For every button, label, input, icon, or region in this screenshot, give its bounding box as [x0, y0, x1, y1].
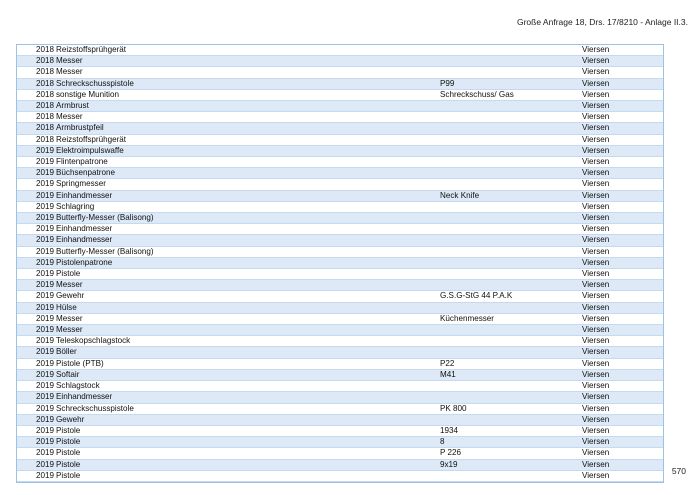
city-cell: Viersen [582, 235, 663, 246]
year-cell: 2019 [17, 437, 56, 448]
model-cell [440, 470, 582, 481]
type-cell: Hülse [56, 302, 440, 313]
model-cell: P99 [440, 78, 582, 89]
city-cell: Viersen [582, 213, 663, 224]
city-cell: Viersen [582, 459, 663, 470]
year-cell: 2019 [17, 168, 56, 179]
table-row [17, 347, 663, 358]
model-cell [440, 134, 582, 145]
table-row [17, 470, 663, 481]
city-cell: Viersen [582, 425, 663, 436]
city-cell: Viersen [582, 123, 663, 134]
type-cell: Schlagring [56, 201, 440, 212]
year-cell: 2018 [17, 67, 56, 78]
year-cell: 2018 [17, 89, 56, 100]
type-cell: Reizstoffsprühgerät [56, 45, 440, 56]
city-cell: Viersen [582, 392, 663, 403]
city-cell: Viersen [582, 157, 663, 168]
table-row [17, 448, 663, 459]
table-row [17, 224, 663, 235]
table-body [17, 45, 663, 481]
model-cell [440, 157, 582, 168]
city-cell: Viersen [582, 302, 663, 313]
type-cell: Böller [56, 347, 440, 358]
model-cell [440, 280, 582, 291]
type-cell: Gewehr [56, 291, 440, 302]
table-row [17, 280, 663, 291]
year-cell: 2019 [17, 369, 56, 380]
table-row [17, 78, 663, 89]
city-cell: Viersen [582, 45, 663, 56]
type-cell: Messer [56, 280, 440, 291]
table-row [17, 168, 663, 179]
table-row [17, 101, 663, 112]
year-cell: 2019 [17, 302, 56, 313]
year-cell: 2019 [17, 392, 56, 403]
city-cell: Viersen [582, 414, 663, 425]
year-cell: 2019 [17, 403, 56, 414]
year-cell: 2019 [17, 459, 56, 470]
table-row [17, 157, 663, 168]
table-row [17, 112, 663, 123]
year-cell: 2019 [17, 257, 56, 268]
document-reference: Große Anfrage 18, Drs. 17/8210 - Anlage II.3. [516, 17, 688, 27]
type-cell: Pistole [56, 448, 440, 459]
city-cell: Viersen [582, 291, 663, 302]
model-cell [440, 168, 582, 179]
year-cell: 2019 [17, 269, 56, 280]
city-cell: Viersen [582, 224, 663, 235]
city-cell: Viersen [582, 403, 663, 414]
table-row [17, 336, 663, 347]
city-cell: Viersen [582, 56, 663, 67]
year-cell: 2019 [17, 313, 56, 324]
model-cell [440, 224, 582, 235]
type-cell: Teleskopschlagstock [56, 336, 440, 347]
table-row [17, 190, 663, 201]
table-row [17, 437, 663, 448]
table-row [17, 134, 663, 145]
city-cell: Viersen [582, 369, 663, 380]
city-cell: Viersen [582, 381, 663, 392]
table-row [17, 235, 663, 246]
type-cell: Softair [56, 369, 440, 380]
table-row [17, 67, 663, 78]
type-cell: Messer [56, 56, 440, 67]
city-cell: Viersen [582, 67, 663, 78]
type-cell: sonstige Munition [56, 89, 440, 100]
type-cell: Schlagstock [56, 381, 440, 392]
year-cell: 2019 [17, 291, 56, 302]
city-cell: Viersen [582, 145, 663, 156]
model-cell [440, 336, 582, 347]
table-row [17, 213, 663, 224]
city-cell: Viersen [582, 470, 663, 481]
table-row [17, 257, 663, 268]
type-cell: Elektroimpulswaffe [56, 145, 440, 156]
model-cell: PK 800 [440, 403, 582, 414]
year-cell: 2019 [17, 347, 56, 358]
year-cell: 2019 [17, 201, 56, 212]
table-row [17, 403, 663, 414]
table-row [17, 201, 663, 212]
city-cell: Viersen [582, 201, 663, 212]
model-cell: P 226 [440, 448, 582, 459]
type-cell: Einhandmesser [56, 190, 440, 201]
type-cell: Pistole [56, 437, 440, 448]
year-cell: 2018 [17, 101, 56, 112]
year-cell: 2019 [17, 145, 56, 156]
city-cell: Viersen [582, 168, 663, 179]
table-row [17, 45, 663, 56]
model-cell [440, 56, 582, 67]
year-cell: 2018 [17, 45, 56, 56]
type-cell: Pistole (PTB) [56, 358, 440, 369]
type-cell: Pistole [56, 269, 440, 280]
model-cell: Neck Knife [440, 190, 582, 201]
type-cell: Einhandmesser [56, 392, 440, 403]
year-cell: 2018 [17, 134, 56, 145]
city-cell: Viersen [582, 179, 663, 190]
city-cell: Viersen [582, 325, 663, 336]
model-cell [440, 302, 582, 313]
type-cell: Pistolenpatrone [56, 257, 440, 268]
type-cell: Reizstoffsprühgerät [56, 134, 440, 145]
year-cell: 2019 [17, 381, 56, 392]
city-cell: Viersen [582, 246, 663, 257]
year-cell: 2019 [17, 336, 56, 347]
table-row [17, 246, 663, 257]
type-cell: Pistole [56, 470, 440, 481]
type-cell: Butterfly-Messer (Balisong) [56, 246, 440, 257]
city-cell: Viersen [582, 336, 663, 347]
city-cell: Viersen [582, 448, 663, 459]
city-cell: Viersen [582, 78, 663, 89]
city-cell: Viersen [582, 101, 663, 112]
year-cell: 2019 [17, 325, 56, 336]
type-cell: Pistole [56, 459, 440, 470]
table-row [17, 269, 663, 280]
model-cell [440, 392, 582, 403]
table-row [17, 302, 663, 313]
table-row [17, 145, 663, 156]
type-cell: Gewehr [56, 414, 440, 425]
table-row [17, 459, 663, 470]
year-cell: 2019 [17, 246, 56, 257]
year-cell: 2019 [17, 190, 56, 201]
model-cell [440, 347, 582, 358]
city-cell: Viersen [582, 134, 663, 145]
type-cell: Pistole [56, 425, 440, 436]
type-cell: Büchsenpatrone [56, 168, 440, 179]
year-cell: 2019 [17, 157, 56, 168]
table-row [17, 381, 663, 392]
type-cell: Messer [56, 112, 440, 123]
model-cell [440, 112, 582, 123]
model-cell [440, 67, 582, 78]
city-cell: Viersen [582, 358, 663, 369]
model-cell [440, 246, 582, 257]
type-cell: Springmesser [56, 179, 440, 190]
table-row [17, 369, 663, 380]
city-cell: Viersen [582, 190, 663, 201]
year-cell: 2019 [17, 414, 56, 425]
type-cell: Flintenpatrone [56, 157, 440, 168]
city-cell: Viersen [582, 89, 663, 100]
year-cell: 2019 [17, 213, 56, 224]
type-cell: Messer [56, 313, 440, 324]
model-cell [440, 235, 582, 246]
table-row [17, 392, 663, 403]
model-cell [440, 201, 582, 212]
city-cell: Viersen [582, 257, 663, 268]
table-row [17, 414, 663, 425]
model-cell [440, 381, 582, 392]
type-cell: Armbrust [56, 101, 440, 112]
model-cell: 1934 [440, 425, 582, 436]
year-cell: 2019 [17, 235, 56, 246]
city-cell: Viersen [582, 269, 663, 280]
model-cell: Küchenmesser [440, 313, 582, 324]
year-cell: 2019 [17, 179, 56, 190]
table-row [17, 56, 663, 67]
type-cell: Butterfly-Messer (Balisong) [56, 213, 440, 224]
city-cell: Viersen [582, 280, 663, 291]
year-cell: 2019 [17, 448, 56, 459]
model-cell: G.S.G-StG 44 P.A.K [440, 291, 582, 302]
year-cell: 2019 [17, 425, 56, 436]
type-cell: Schreckschusspistole [56, 403, 440, 414]
city-cell: Viersen [582, 347, 663, 358]
city-cell: Viersen [582, 437, 663, 448]
type-cell: Einhandmesser [56, 224, 440, 235]
type-cell: Messer [56, 325, 440, 336]
model-cell [440, 179, 582, 190]
city-cell: Viersen [582, 112, 663, 123]
model-cell: M41 [440, 369, 582, 380]
table-row [17, 358, 663, 369]
model-cell [440, 325, 582, 336]
table-row [17, 123, 663, 134]
year-cell: 2019 [17, 280, 56, 291]
year-cell: 2019 [17, 358, 56, 369]
model-cell: Schreckschuss/ Gas [440, 89, 582, 100]
table-row [17, 291, 663, 302]
type-cell: Messer [56, 67, 440, 78]
table-row [17, 325, 663, 336]
year-cell: 2019 [17, 224, 56, 235]
model-cell: P22 [440, 358, 582, 369]
type-cell: Schreckschusspistole [56, 78, 440, 89]
model-cell [440, 257, 582, 268]
model-cell [440, 213, 582, 224]
model-cell [440, 45, 582, 56]
model-cell [440, 123, 582, 134]
model-cell [440, 414, 582, 425]
type-cell: Einhandmesser [56, 235, 440, 246]
table-row [17, 313, 663, 324]
weapons-table [16, 44, 664, 483]
page-number: 570 [671, 466, 686, 476]
model-cell: 8 [440, 437, 582, 448]
city-cell: Viersen [582, 313, 663, 324]
table-row [17, 179, 663, 190]
model-cell: 9x19 [440, 459, 582, 470]
model-cell [440, 145, 582, 156]
year-cell: 2018 [17, 112, 56, 123]
model-cell [440, 269, 582, 280]
table-row [17, 89, 663, 100]
year-cell: 2019 [17, 470, 56, 481]
year-cell: 2018 [17, 123, 56, 134]
table-row [17, 425, 663, 436]
model-cell [440, 101, 582, 112]
type-cell: Armbrustpfeil [56, 123, 440, 134]
year-cell: 2018 [17, 78, 56, 89]
year-cell: 2018 [17, 56, 56, 67]
